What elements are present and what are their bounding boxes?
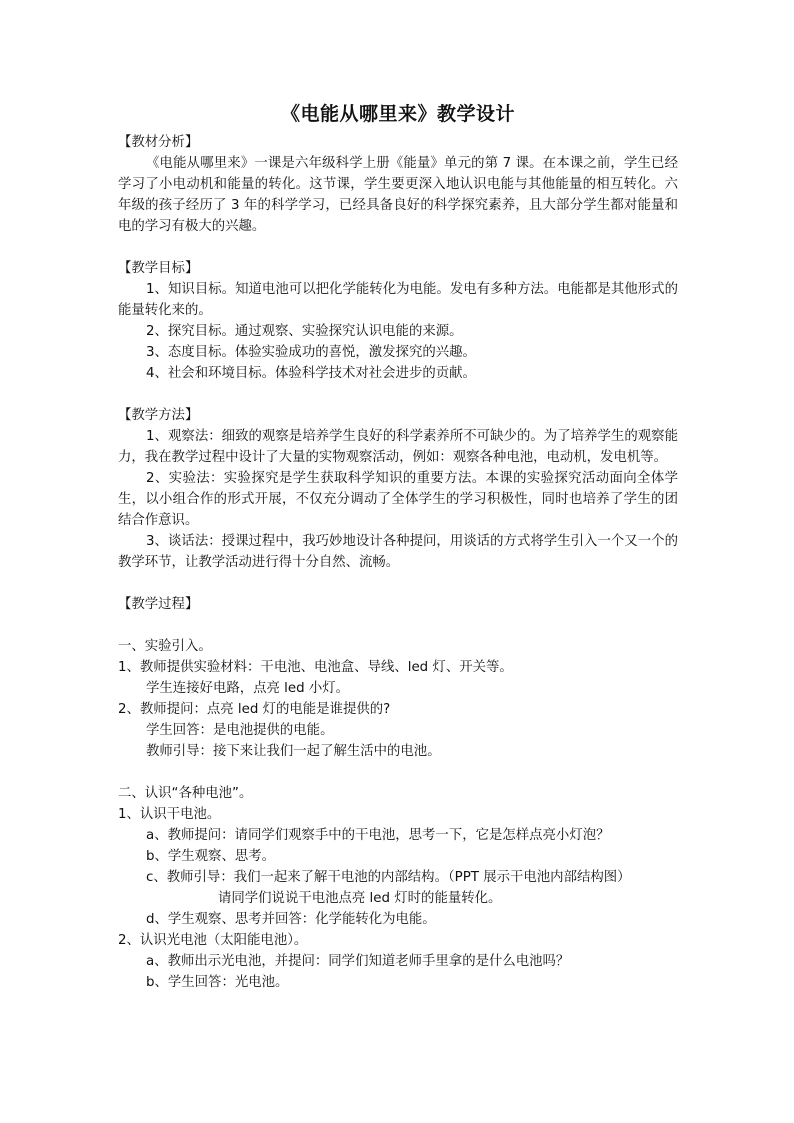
process-line: 2、教师提问：点亮 led 灯的电能是谁提供的? (118, 702, 391, 717)
process-line: d、学生观察、思考并回答：化学能转化为电能。 (146, 912, 436, 927)
process-line: 学生连接好电路，点亮 led 小灯。 (146, 681, 350, 696)
process-line: 学生回答：是电池提供的电能。 (146, 723, 334, 738)
goal-item: 2、探究目标。通过观察、实验探究认识电能的来源。 (146, 324, 463, 339)
section-heading-process: 【教学过程】 (118, 597, 199, 612)
section-heading-methods: 【教学方法】 (118, 408, 199, 423)
process-part1-title: 一、实验引入。 (118, 639, 212, 654)
process-subsection-title: 1、认识干电池。 (118, 807, 221, 822)
process-line: c、教师引导：我们一起来了解干电池的内部结构。（PPT 展示干电池内部结构图） (146, 870, 631, 885)
process-line: 请同学们说说干电池点亮 led 灯时的能量转化。 (218, 891, 502, 906)
spacer (118, 762, 678, 783)
section-heading-analysis: 【教材分析】 (118, 135, 199, 150)
process-line: b、学生观察、思考。 (146, 849, 276, 864)
method-item: 3、谈话法：授课过程中，我巧妙地设计各种提问，用谈话的方式将学生引入一个又一个的教学环节，让教学活动进行得十分自然、流畅。 (118, 534, 678, 570)
process-subsection-title: 2、认识光电池（太阳能电池）。 (118, 933, 308, 948)
goal-item: 1、知识目标。知道电池可以把化学能转化为电能。发电有多种方法。电能都是其他形式的能量转化来的。 (118, 282, 678, 318)
process-line: a、教师出示光电池，并提问：同学们知道老师手里拿的是什么电池吗？ (146, 954, 570, 969)
process-line: 教师引导：接下来让我们一起了解生活中的电池。 (146, 744, 441, 759)
goal-item: 3、态度目标。体验实验成功的喜悦，激发探究的兴趣。 (146, 345, 476, 360)
section-heading-goals: 【教学目标】 (118, 261, 199, 276)
spacer (118, 615, 678, 636)
document-title: 《电能从哪里来》教学设计 (280, 103, 515, 125)
spacer (118, 573, 678, 594)
analysis-paragraph: 《电能从哪里来》一课是六年级科学上册《能量》单元的第 7 课。在本课之前，学生已经学习了小电动机和能量的转化。这节课，学生要更深入地认识电能与其他能量的相互转化。六年级的孩子经历了 3 年的科学学习，已经具备良好的科学探究素养，且大部分学生都对能量和电的学习有极大的兴趣。 (118, 156, 678, 234)
spacer (118, 237, 678, 258)
process-line: 1、教师提供实验材料：干电池、电池盒、导线、led 灯、开关等。 (118, 660, 513, 675)
goal-item: 4、社会和环境目标。体验科学技术对社会进步的贡献。 (146, 366, 476, 381)
process-line: a、教师提问：请同学们观察手中的干电池，思考一下，它是怎样点亮小灯泡？ (146, 828, 610, 843)
document-page (118, 100, 678, 993)
method-item: 2、实验法：实验探究是学生获取科学知识的重要方法。本课的实验探究活动面向全体学生，以小组合作的形式开展，不仅充分调动了全体学生的学习积极性，同时也培养了学生的团结合作意识。 (118, 471, 678, 528)
method-item: 1、观察法：细致的观察是培养学生良好的科学素养所不可缺少的。为了培养学生的观察能力，我在教学过程中设计了大量的实物观察活动，例如：观察各种电池，电动机，发电机等。 (118, 429, 678, 465)
spacer (118, 384, 678, 405)
process-line: b、学生回答：光电池。 (146, 975, 289, 990)
process-part2-title: 二、认识“各种电池”。 (118, 786, 253, 801)
